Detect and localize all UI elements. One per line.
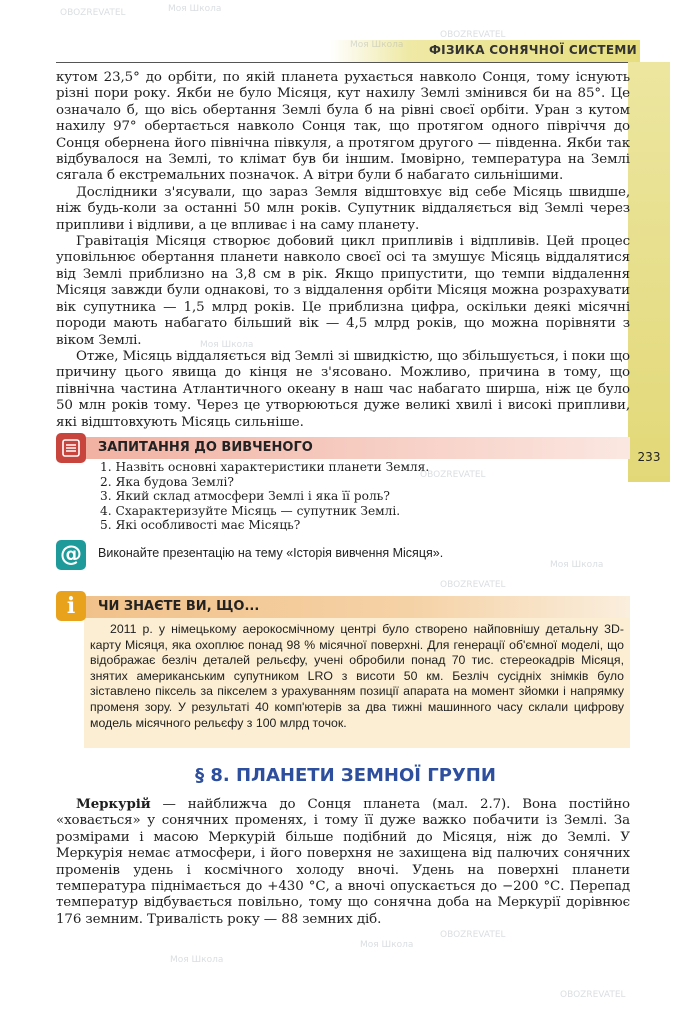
section-text xyxy=(56,796,630,928)
question-item: 3. Який склад атмосфери Землі і яка її роль? xyxy=(100,489,390,504)
header-rule xyxy=(56,62,640,63)
info-icon: i xyxy=(56,591,86,621)
questions-title: ЗАПИТАННЯ ДО ВИВЧЕНОГО xyxy=(98,440,313,455)
paragraph-body: — найближча до Сонця планета (мал. 2.7). Вона постійно «ховається» у сонячних променях, і тому її дуже важко побачити із Землі. За розмірами і масою Меркурій більше подібний до Місяця, ніж до Землі. У Меркурія немає атмосфери, і його поверхня не захищена від палючих сонячних променів удень і космічного холоду вночі. Удень на поверхні планети температура піднімається до +430 °С, а вночі опускається до −200 °С. Перепад температур відбувається повільно, тому що сонячна доба на Меркурії дорівнює 176 земним. Тривалість року — 88 земних діб. xyxy=(56,797,630,927)
main-text xyxy=(56,70,630,431)
school-watermark: Моя Школа xyxy=(350,40,404,50)
question-item: 2. Яка будова Землі? xyxy=(100,474,234,489)
brand-watermark: OBOZREVATEL xyxy=(440,580,506,590)
brand-watermark: OBOZREVATEL xyxy=(420,470,486,480)
brand-watermark: OBOZREVATEL xyxy=(560,990,626,1000)
question-item: 4. Схарактеризуйте Місяць — супутник Землі. xyxy=(100,503,401,518)
running-header-title: ФІЗИКА СОНЯЧНОЇ СИСТЕМИ xyxy=(428,43,637,57)
brand-watermark: OBOZREVATEL xyxy=(440,930,506,940)
at-sign-icon: @ xyxy=(56,540,86,570)
side-color-band xyxy=(628,62,670,482)
did-you-know-text: 2011 р. у німецькому аерокосмічному центрі було створено найповнішу детальну 3D-карту Місяця, яка охоплює понад 98 % місячної поверхні. Для генерації об'ємної моделі, що відображає безліч деталей рельєфу, учені обробили понад 70 тис. стереокадрів Місяця, знятих американським супутником LRO з висоти 50 км. Безліч сусідніх знімків було зіставлено піксель за пікселем з урахуванням позиції апарата на момент зйомки і напрямку променя зору. У результаті 40 комп'ютерів за два тижні машинного часу склали цифрову модель місячного рельєфу з 100 млрд точок. xyxy=(90,622,624,730)
section-title: § 8. ПЛАНЕТИ ЗЕМНОЇ ГРУПИ xyxy=(195,765,496,786)
school-watermark: Моя Школа xyxy=(170,955,224,965)
school-watermark: Моя Школа xyxy=(200,340,254,350)
paragraph: кутом 23,5° до орбіти, по якій планета рухається навколо Сонця, тому існують різні пори року. Якби не було Місяця, кут нахилу Землі змінився би на 85°. Це означало б, що вісь обертання Землі була б на рівні своєї орбіти. Уран з кутом нахилу 97° обертається навколо Сонця так, що протягом одного півріччя до Сонця обернена його північна півкуля, а протягом другого — південна. Якби так відбувалося на Землі, то клімат був би іншим. Імовірно, температура на Землі сягала б екстремальних позначок. А вітри були б набагато сильнішими. xyxy=(56,70,630,184)
list-icon xyxy=(56,433,86,463)
brand-watermark: OBOZREVATEL xyxy=(440,30,506,40)
paragraph xyxy=(56,796,630,928)
presentation-task: Виконайте презентацію на тему «Історія вивчення Місяця». xyxy=(98,546,444,560)
school-watermark: Моя Школа xyxy=(550,560,604,570)
paragraph: Дослідники з'ясували, що зараз Земля відштовхує від себе Місяць швидше, ніж будь-коли за останні 50 млн років. Супутник віддаляється від Землі через припливи і відливи, а це впливає і на саму планету. xyxy=(56,184,630,233)
school-watermark: Моя Школа xyxy=(360,940,414,950)
questions-list xyxy=(100,460,429,533)
page-number: 233 xyxy=(637,450,661,464)
question-item: 5. Які особливості має Місяць? xyxy=(100,518,301,533)
did-you-know-title: ЧИ ЗНАЄТЕ ВИ, ЩО... xyxy=(98,599,260,614)
lead-term: Меркурій xyxy=(76,796,151,812)
paragraph: Отже, Місяць віддаляється від Землі зі швидкістю, що збільшується, і поки що причину цього явища до кінця не з'ясовано. Можливо, причина в тому, що північна частина Атлантичного океану в наш час набагато ширша, ніж це було 50 млн років тому. Через це утворюються дуже великі хвилі і високі припливи, які відштовхують Місяць сильніше. xyxy=(56,348,630,430)
paragraph: Гравітація Місяця створює добовий цикл припливів і відпливів. Цей процес уповільнює обертання планети навколо своєї осі та змушує Місяць віддалятися від Землі приблизно на 3,8 см в рік. Якщо припустити, що темпи віддалення Місяця завжди були однакові, то з віддалення орбіти Місяця можна розрахувати вік супутника — 1,5 млрд років. Це приблизна цифра, оскільки деякі місячні породи мають набагато більший вік — 4,5 млрд років, що можна порівняти з віком Землі. xyxy=(56,234,630,348)
brand-watermark: OBOZREVATEL xyxy=(60,8,126,18)
school-watermark: Моя Школа xyxy=(168,4,222,14)
question-item: 1. Назвіть основні характеристики планети Земля. xyxy=(100,460,430,474)
